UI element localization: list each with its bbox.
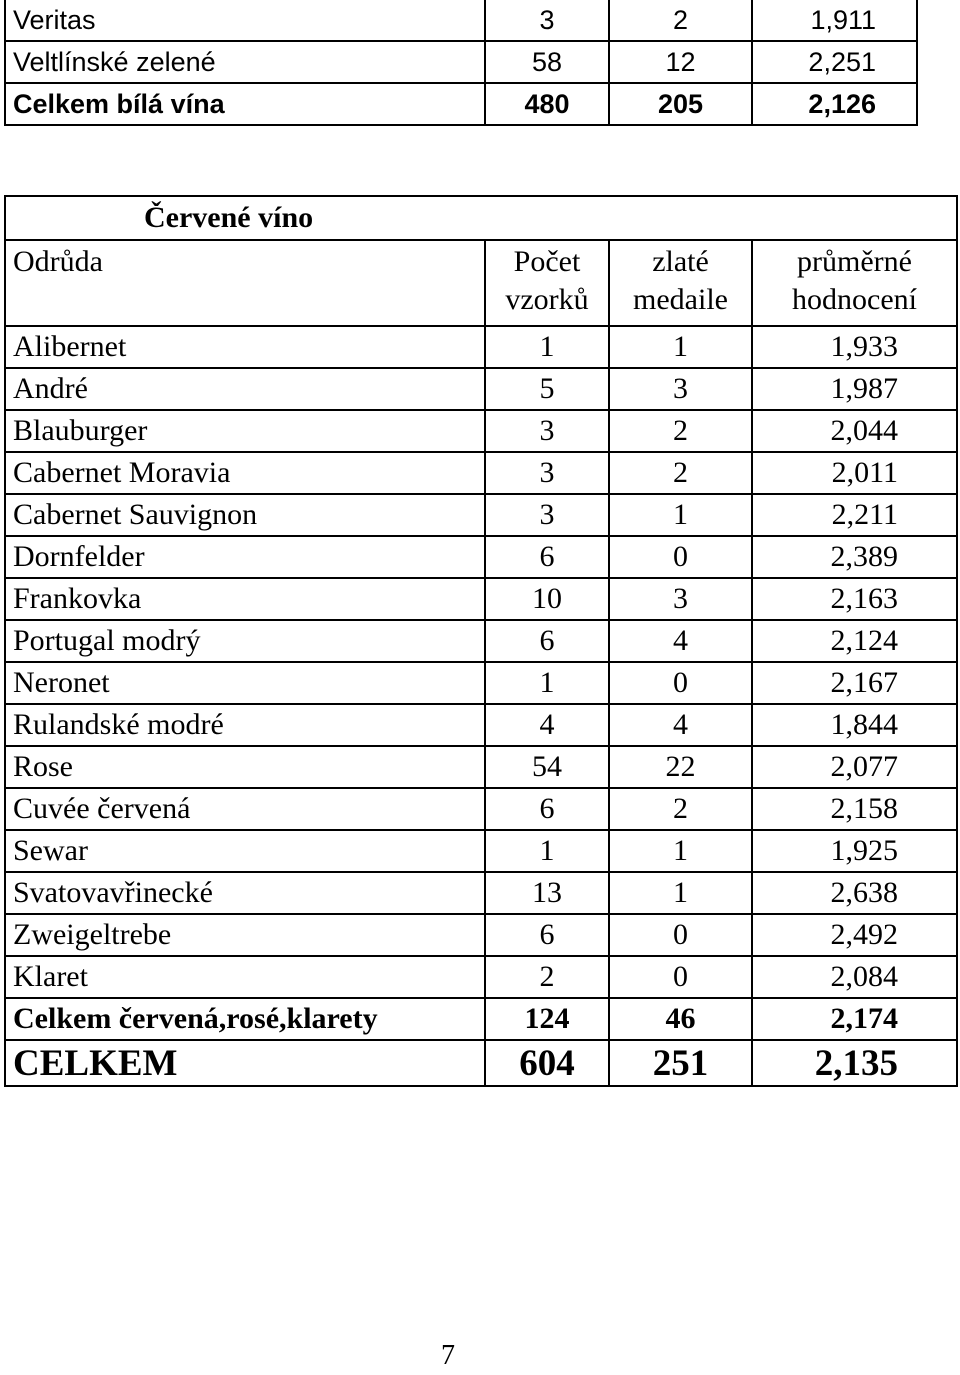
variety-cell: André <box>5 368 485 410</box>
avg-cell: 2,124 <box>752 620 957 662</box>
gold-cell: 22 <box>609 746 752 788</box>
avg-cell: 1,925 <box>752 830 957 872</box>
gold-cell: 1 <box>609 872 752 914</box>
table-row <box>5 746 957 788</box>
avg-cell: 2,492 <box>752 914 957 956</box>
count-cell: 5 <box>485 368 609 410</box>
count-cell: 6 <box>485 914 609 956</box>
table-row <box>5 536 957 578</box>
variety-cell: Portugal modrý <box>5 620 485 662</box>
table-row <box>5 326 957 368</box>
table-row <box>5 662 957 704</box>
red-wines-table <box>4 195 958 1087</box>
variety-cell: Dornfelder <box>5 536 485 578</box>
count-cell: 480 <box>485 83 609 125</box>
count-cell: 3 <box>485 0 609 41</box>
gold-cell: 251 <box>609 1040 752 1086</box>
avg-cell: 2,158 <box>752 788 957 830</box>
count-cell: 10 <box>485 578 609 620</box>
gold-cell: 0 <box>609 956 752 998</box>
section-title: Červené víno <box>5 196 957 240</box>
gold-cell: 1 <box>609 326 752 368</box>
table-row <box>5 41 917 83</box>
gold-cell: 2 <box>609 410 752 452</box>
variety-cell: Blauburger <box>5 410 485 452</box>
total-row <box>5 998 957 1040</box>
avg-cell: 2,251 <box>752 41 917 83</box>
header-count: Počet vzorků <box>485 240 609 326</box>
gold-cell: 2 <box>609 452 752 494</box>
header-row <box>5 240 957 326</box>
count-cell: 2 <box>485 956 609 998</box>
section-title-row <box>5 196 957 240</box>
gold-cell: 12 <box>609 41 752 83</box>
variety-cell: Veritas <box>5 0 485 41</box>
avg-cell: 1,933 <box>752 326 957 368</box>
gold-cell: 4 <box>609 704 752 746</box>
count-cell: 54 <box>485 746 609 788</box>
avg-cell: 2,135 <box>752 1040 957 1086</box>
header-gold: zlaté medaile <box>609 240 752 326</box>
avg-cell: 2,167 <box>752 662 957 704</box>
variety-cell: Rose <box>5 746 485 788</box>
count-cell: 1 <box>485 326 609 368</box>
total-row <box>5 83 917 125</box>
table-row <box>5 914 957 956</box>
table-row <box>5 578 957 620</box>
avg-cell: 2,389 <box>752 536 957 578</box>
count-cell: 3 <box>485 410 609 452</box>
table-row <box>5 410 957 452</box>
gold-cell: 205 <box>609 83 752 125</box>
gold-cell: 1 <box>609 830 752 872</box>
avg-cell: 2,044 <box>752 410 957 452</box>
variety-cell: Cabernet Moravia <box>5 452 485 494</box>
count-cell: 13 <box>485 872 609 914</box>
gold-cell: 0 <box>609 914 752 956</box>
gold-cell: 3 <box>609 368 752 410</box>
gold-cell: 46 <box>609 998 752 1040</box>
avg-cell: 2,211 <box>752 494 957 536</box>
table-row <box>5 494 957 536</box>
gold-cell: 1 <box>609 494 752 536</box>
gold-cell: 0 <box>609 536 752 578</box>
variety-cell: Veltlínské zelené <box>5 41 485 83</box>
header-avg: průměrné hodnocení <box>752 240 957 326</box>
count-cell: 58 <box>485 41 609 83</box>
variety-cell: Svatovavřinecké <box>5 872 485 914</box>
white-wines-table <box>4 0 918 126</box>
variety-cell: Rulandské modré <box>5 704 485 746</box>
count-cell: 6 <box>485 788 609 830</box>
table-row <box>5 368 957 410</box>
variety-cell: Frankovka <box>5 578 485 620</box>
table-row <box>5 0 917 41</box>
variety-cell: CELKEM <box>5 1040 485 1086</box>
count-cell: 124 <box>485 998 609 1040</box>
avg-cell: 1,987 <box>752 368 957 410</box>
count-cell: 6 <box>485 620 609 662</box>
count-cell: 1 <box>485 830 609 872</box>
gold-cell: 3 <box>609 578 752 620</box>
variety-cell: Alibernet <box>5 326 485 368</box>
variety-cell: Celkem červená,rosé,klarety <box>5 998 485 1040</box>
avg-cell: 2,077 <box>752 746 957 788</box>
avg-cell: 2,011 <box>752 452 957 494</box>
avg-cell: 2,174 <box>752 998 957 1040</box>
avg-cell: 2,126 <box>752 83 917 125</box>
table-row <box>5 704 957 746</box>
page-number: 7 <box>441 1340 455 1371</box>
count-cell: 604 <box>485 1040 609 1086</box>
avg-cell: 2,163 <box>752 578 957 620</box>
count-cell: 4 <box>485 704 609 746</box>
gold-cell: 4 <box>609 620 752 662</box>
variety-cell: Sewar <box>5 830 485 872</box>
count-cell: 1 <box>485 662 609 704</box>
avg-cell: 2,084 <box>752 956 957 998</box>
count-cell: 6 <box>485 536 609 578</box>
avg-cell: 2,638 <box>752 872 957 914</box>
table-row <box>5 956 957 998</box>
table-row <box>5 872 957 914</box>
count-cell: 3 <box>485 452 609 494</box>
variety-cell: Cabernet Sauvignon <box>5 494 485 536</box>
gold-cell: 2 <box>609 0 752 41</box>
table-row <box>5 452 957 494</box>
table-row <box>5 830 957 872</box>
avg-cell: 1,844 <box>752 704 957 746</box>
variety-cell: Celkem bílá vína <box>5 83 485 125</box>
variety-cell: Neronet <box>5 662 485 704</box>
variety-cell: Cuvée červená <box>5 788 485 830</box>
header-variety: Odrůda <box>5 240 485 326</box>
table-row <box>5 788 957 830</box>
count-cell: 3 <box>485 494 609 536</box>
avg-cell: 1,911 <box>752 0 917 41</box>
table-row <box>5 620 957 662</box>
variety-cell: Klaret <box>5 956 485 998</box>
grand-total-row <box>5 1040 957 1086</box>
variety-cell: Zweigeltrebe <box>5 914 485 956</box>
gold-cell: 2 <box>609 788 752 830</box>
gold-cell: 0 <box>609 662 752 704</box>
